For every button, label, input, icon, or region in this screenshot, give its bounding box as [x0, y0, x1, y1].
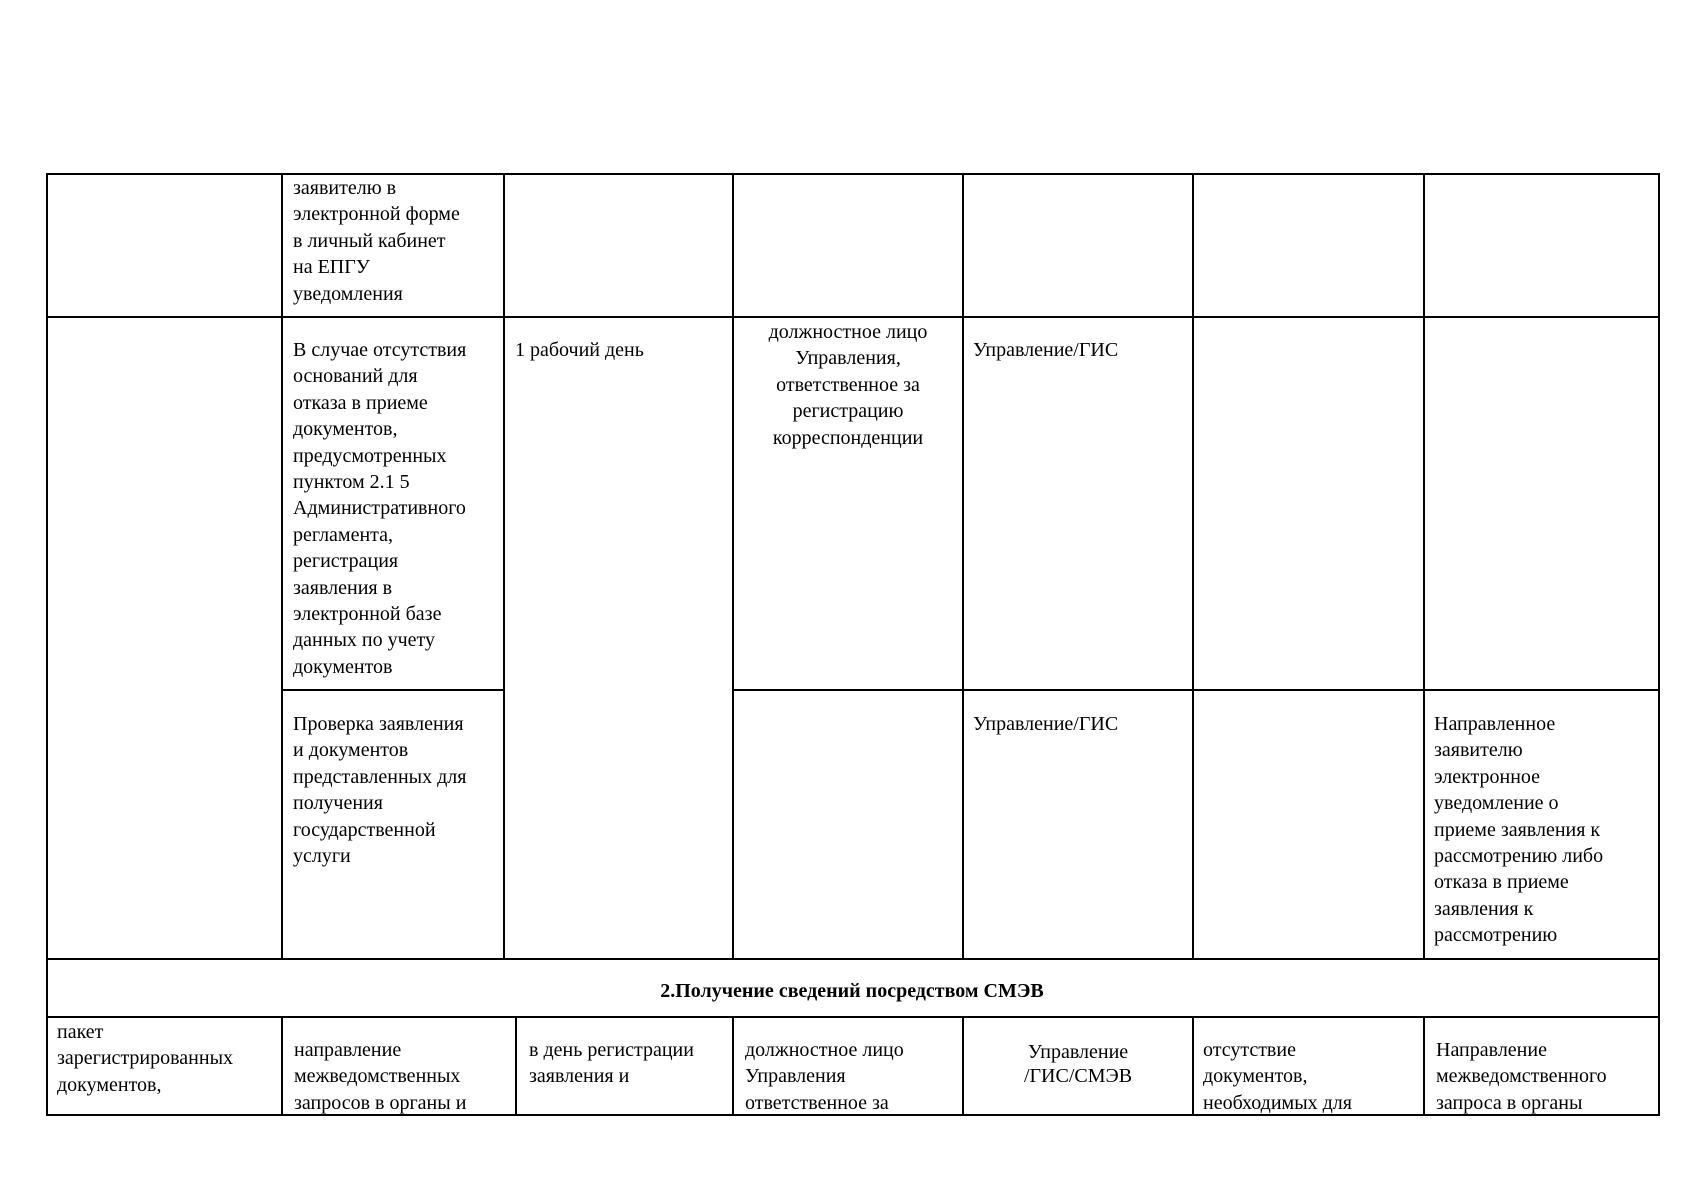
- grid-line: [1658, 173, 1660, 1116]
- row2-responsible-cell: должностное лицо Управления, ответственное за регистрацию корреспонденции: [768, 321, 928, 449]
- row4-basis-cell: пакет зарегистрированных документов,: [57, 1021, 234, 1096]
- grid-line: [732, 1016, 734, 1115]
- row3-result-cell: Направленное заявителю электронное уведомление о приеме заявления к рассмотрению либо отказа в приеме заявления к рассмотрению: [1434, 713, 1604, 947]
- grid-line: [1423, 173, 1425, 959]
- grid-line: [1192, 173, 1194, 959]
- grid-line: [46, 173, 1660, 175]
- section-heading: 2.Получение сведений посредством СМЭВ: [660, 980, 1044, 1002]
- grid-line: [732, 173, 734, 959]
- grid-line: [46, 958, 1660, 960]
- row4-action-cell: направление межведомственных запросов в органы и: [294, 1039, 467, 1114]
- grid-line: [282, 689, 504, 691]
- row4-duration-cell: в день регистрации заявления и: [529, 1039, 694, 1088]
- row1-action-cell: заявителю в электронной форме в личный кабинет на ЕПГУ уведомления: [293, 177, 460, 305]
- grid-line: [515, 1016, 517, 1115]
- grid-line: [281, 173, 283, 959]
- row2-action-cell: В случае отсутствия оснований для отказа в приеме документов, предусмотренных пунктом 2.1 5 Административного регламента, регистрация заявления в электронной базе данных по учету документов: [293, 339, 467, 678]
- row4-place-cell: Управление /ГИС/СМЭВ: [1023, 1041, 1133, 1087]
- grid-line: [46, 173, 48, 1116]
- grid-line: [503, 173, 505, 959]
- row3-action-cell: Проверка заявления и документов представленных для получения государственной услуги: [293, 713, 467, 868]
- row4-responsible-cell: должностное лицо Управления ответственное за: [745, 1039, 904, 1114]
- grid-line: [962, 173, 964, 959]
- grid-line: [732, 689, 1660, 691]
- row4-criteria-cell: отсутствие документов, необходимых для: [1203, 1039, 1352, 1114]
- row4-result-cell: Направление межведомственного запроса в органы: [1436, 1039, 1607, 1114]
- grid-line: [1192, 1016, 1194, 1115]
- grid-line: [1423, 1016, 1425, 1115]
- row2-place-cell: Управление/ГИС: [973, 339, 1119, 361]
- grid-line: [46, 1016, 1660, 1018]
- row2-duration-cell: 1 рабочий день: [515, 339, 644, 361]
- grid-line: [281, 1016, 283, 1115]
- row3-place-cell: Управление/ГИС: [973, 713, 1119, 735]
- grid-line: [46, 316, 1660, 318]
